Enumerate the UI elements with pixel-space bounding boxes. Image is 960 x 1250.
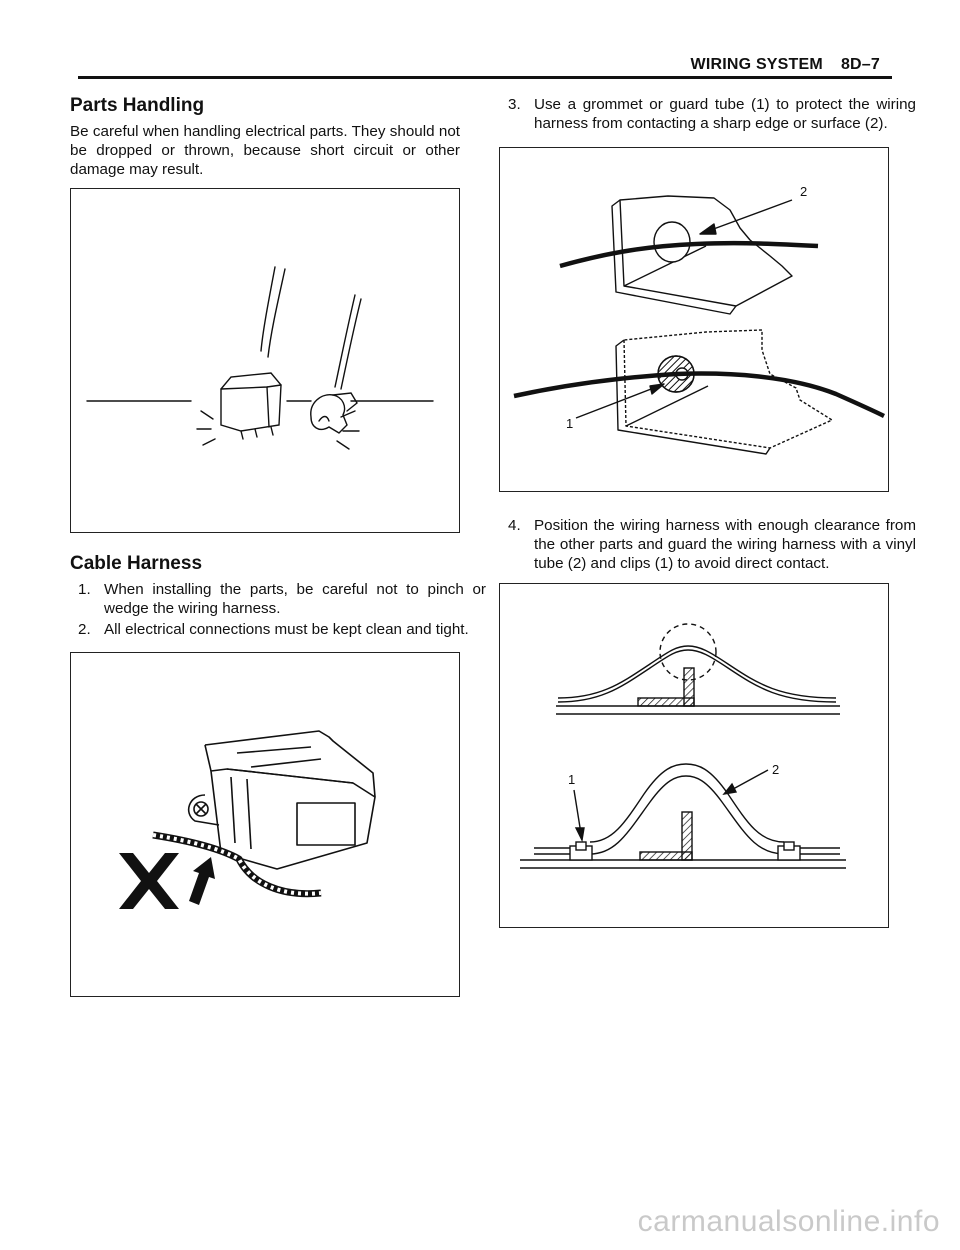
list-item-3 [508, 95, 916, 133]
figure-clearance [499, 583, 889, 928]
grommet-label-2: 2 [800, 184, 808, 199]
clearance-label-2: 2 [772, 762, 780, 777]
pinched-harness-illustration [71, 653, 459, 996]
figure-pinched-harness [70, 652, 460, 997]
list-item-3-number: 3. [508, 96, 521, 113]
arrow-icon [189, 857, 215, 905]
list-item-2-text: All electrical connections must be kept clean and tight. [104, 621, 469, 638]
list-item-2 [78, 620, 486, 639]
clearance-label-1: 1 [568, 772, 576, 787]
watermark: carmanualsonline.info [637, 1205, 940, 1238]
figure-dropped-parts [70, 188, 460, 533]
list-item-1-text: When installing the parts, be careful not to pinch or wedge the wiring harness. [104, 581, 486, 617]
grommet-illustration [500, 148, 888, 491]
list-item-4-number: 4. [508, 517, 521, 534]
list-item-4-text: Position the wiring harness with enough clearance from the other parts and guard the wiring harness with a vinyl tube (2) and clips (1) to avoid direct contact. [534, 517, 916, 572]
figure-grommet [499, 147, 889, 492]
list-item-1 [78, 580, 486, 618]
clearance-illustration [500, 584, 888, 927]
header-section: 8D–7 [840, 56, 880, 73]
parts-handling-text: Be careful when handling electrical parts. They should not be dropped or thrown, because short circuit or other damage may result. [70, 123, 460, 178]
page-header [691, 56, 880, 74]
list-item-1-number: 1. [78, 581, 91, 598]
dropped-parts-illustration [71, 189, 459, 532]
cable-harness-heading: Cable Harness [70, 553, 203, 574]
list-item-4 [508, 516, 916, 573]
prohibited-x-icon [119, 853, 179, 909]
parts-handling-heading: Parts Handling [70, 95, 205, 116]
header-title: WIRING SYSTEM [690, 56, 823, 73]
grommet-label-1: 1 [566, 416, 574, 431]
header-rule [78, 76, 892, 79]
list-item-2-number: 2. [78, 621, 91, 638]
list-item-3-text: Use a grommet or guard tube (1) to protect the wiring harness from contacting a sharp edge or surface (2). [534, 96, 916, 132]
